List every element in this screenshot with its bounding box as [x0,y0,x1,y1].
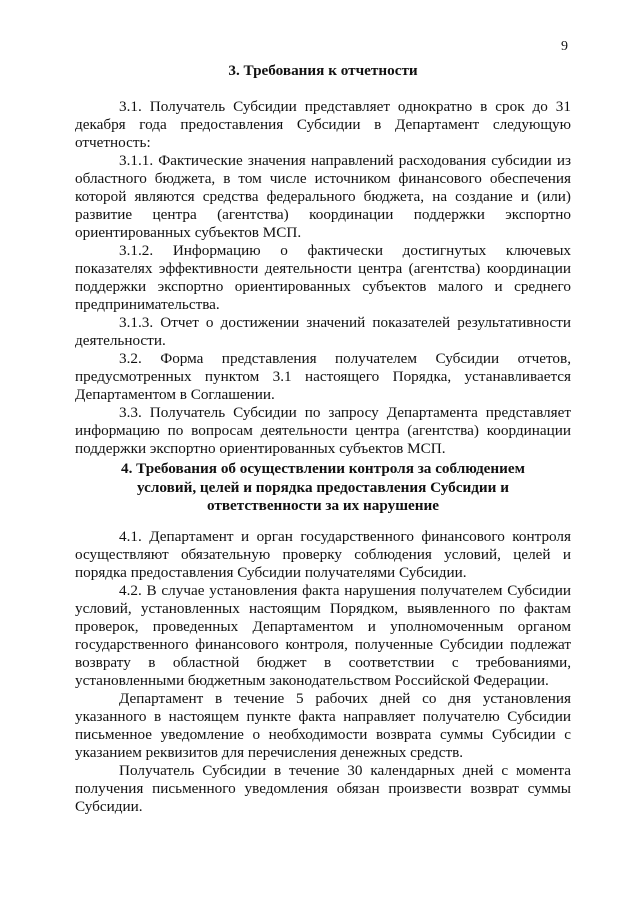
section-4-title-line-3: ответственности за их нарушение [206,497,440,514]
paragraph-3-2: 3.2. Форма представления получателем Субсидии отчетов, предусмотренных пунктом 3.1 настоящего Порядка, устанавливается Департаментом в Соглашении. [75,350,571,403]
paragraph-4-2-refund: Получатель Субсидии в течение 30 календарных дней с момента получения письменного уведомления обязан произвести возврат суммы Субсидии. [75,762,571,815]
section-3-title: 3. Требования к отчетности [228,62,418,79]
paragraph-4-1: 4.1. Департамент и орган государственного финансового контроля осуществляют обязательную проверку соблюдения условий, целей и порядка предоставления Субсидии получателями Субсидии. [75,528,571,581]
section-3-body [75,98,571,458]
paragraph-4-2: 4.2. В случае установления факта нарушения получателем Субсидии условий, установленных настоящим Порядком, выявленного по фактам проверок, проведенных Департаментом и уполномоченным органом государственного финансового контроля, полученные Субсидии подлежат возврату в областной бюджет в соответствии с требованиями, установленными бюджетным законодательством Российской Федерации. [75,582,571,689]
page-number: 9 [561,39,568,54]
paragraph-3-3: 3.3. Получатель Субсидии по запросу Департамента представляет информацию по вопросам деятельности центра (агентства) координации поддержки экспортно ориентированных субъектов МСП. [75,404,571,457]
section-4-title [75,460,571,516]
paragraph-3-1-2: 3.1.2. Информацию о фактически достигнутых ключевых показателях эффективности деятельности центра (агентства) координации поддержки экспортно ориентированных субъектов малого и среднего предпринимательства. [75,242,571,313]
paragraph-3-1-3: 3.1.3. Отчет о достижении значений показателей результативности деятельности. [75,314,571,349]
paragraph-4-2-notice: Департамент в течение 5 рабочих дней со дня установления указанного в настоящем пункте факта направляет получателю Субсидии письменное уведомление о необходимости возврата суммы Субсидии с указанием реквизитов для перечисления денежных средств. [75,690,571,761]
paragraph-3-1: 3.1. Получатель Субсидии представляет однократно в срок до 31 декабря года предоставления Субсидии в Департамент следующую отчетность: [75,98,571,151]
paragraph-3-1-1: 3.1.1. Фактические значения направлений расходования субсидии из областного бюджета, в том числе источником финансового обеспечения которой являются средства федерального бюджета, на создание и (или) развитие центра (агентства) координации поддержки экспортно ориентированных субъектов МСП. [75,152,571,241]
section-4-title-line-1: 4. Требования об осуществлении контроля за соблюдением [120,460,526,477]
section-4-title-line-2: условий, целей и порядка предоставления Субсидии и [137,478,509,496]
section-4-body [75,528,571,816]
